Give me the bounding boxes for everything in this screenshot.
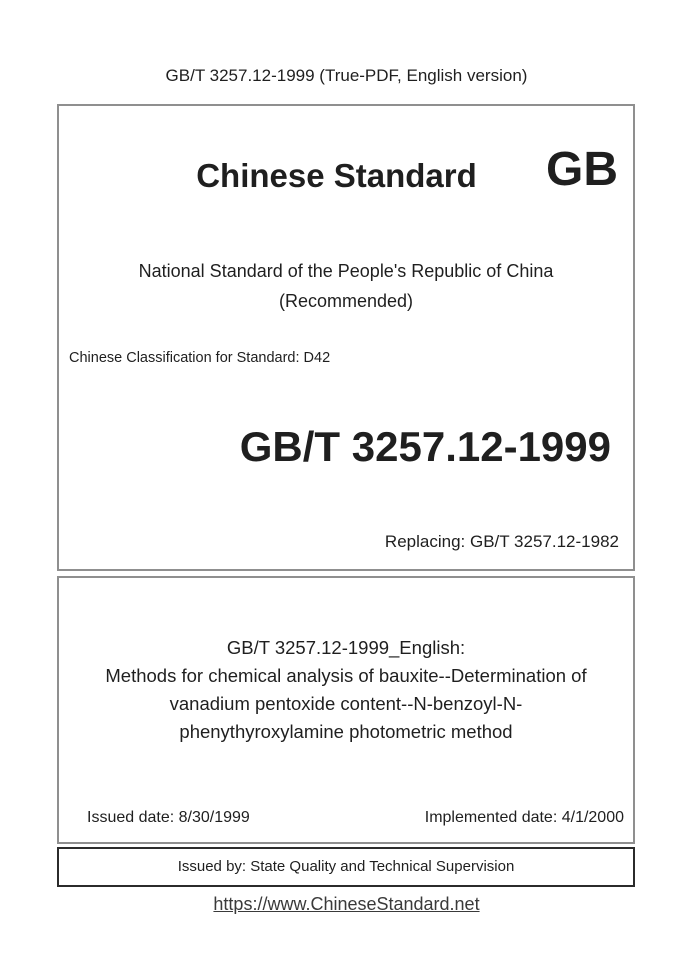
cover-top-panel <box>57 104 635 571</box>
site-link[interactable]: https://www.ChineseStandard.net <box>213 894 480 914</box>
national-standard-line: National Standard of the People's Republic of China <box>138 261 554 281</box>
implemented-date: Implemented date: 4/1/2000 <box>424 809 624 826</box>
brand-title: Chinese Standard <box>196 157 477 194</box>
footer <box>0 893 693 915</box>
issued-date: Issued date: 8/30/1999 <box>87 809 250 826</box>
issued-by-line: Issued by: State Quality and Technical Supervision <box>177 858 515 875</box>
national-standard-block <box>59 256 633 316</box>
issuer-panel <box>57 847 635 887</box>
english-title-line-4: phenythyroxylamine photometric method <box>179 721 513 742</box>
gb-logo: GB <box>546 143 618 196</box>
header-note: GB/T 3257.12-1999 (True-PDF, English version) <box>165 66 528 85</box>
recommended-line: (Recommended) <box>278 291 414 311</box>
english-title-line-3: vanadium pentoxide content--N-benzoyl-N- <box>169 693 523 714</box>
classification-line: Chinese Classification for Standard: D42 <box>69 350 331 366</box>
english-title-block <box>59 634 633 746</box>
replacing-note: Replacing: GB/T 3257.12-1982 <box>384 532 619 551</box>
english-title-line-2: Methods for chemical analysis of bauxite--Determination of <box>105 665 587 686</box>
dates-row <box>87 808 624 827</box>
english-title-panel <box>57 576 635 844</box>
standard-number: GB/T 3257.12-1999 <box>239 423 611 470</box>
english-title-line-1: GB/T 3257.12-1999_English: <box>226 637 466 658</box>
